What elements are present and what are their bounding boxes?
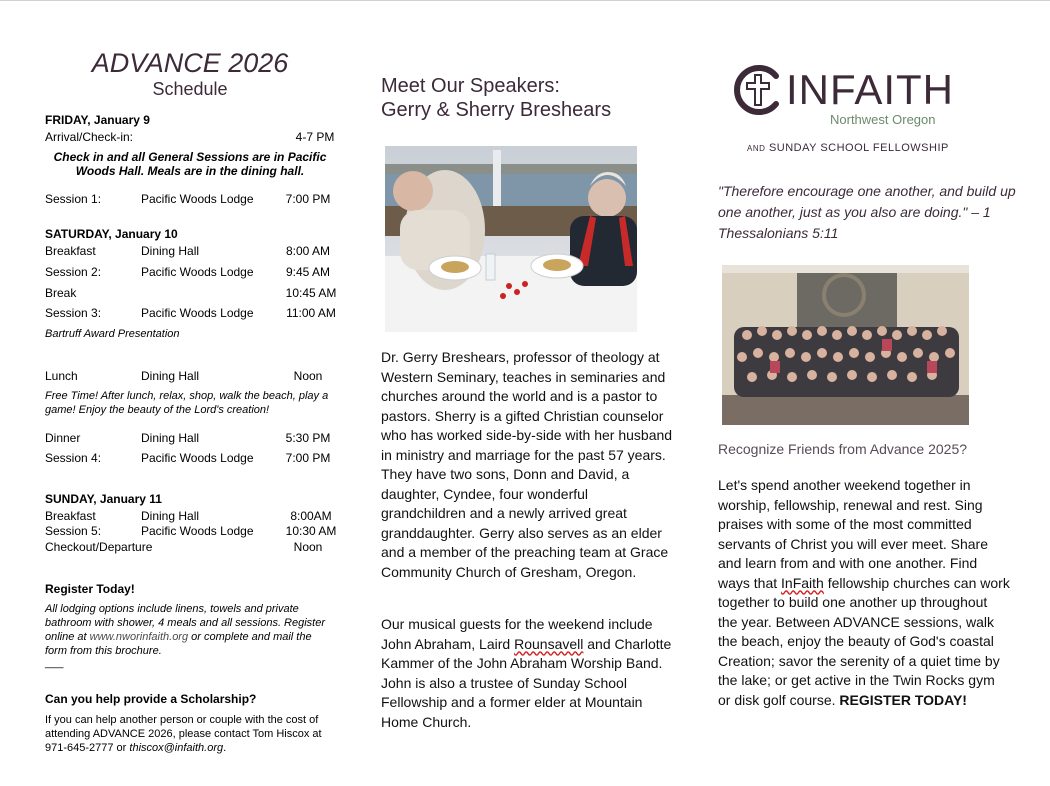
lunch-row <box>45 369 345 383</box>
body-text-before: Let's spend another weekend together in worship, fellowship, renewal and rest. Sing praises with some of the most committed servants of Christ you will ever meet. Share and learn from and with one another. Find ways that <box>718 477 988 591</box>
schedule-title: ADVANCE 2026 <box>91 48 289 78</box>
scripture-quote: "Therefore encourage one another, and build up one another, just as you also are doing." – 1 Thessalonians 5:11 <box>718 183 1016 241</box>
row-location: Dining Hall <box>141 244 200 258</box>
speakers-photo <box>385 146 637 332</box>
row-activity: Session 5: <box>45 524 102 538</box>
row-activity: Breakfast <box>45 244 96 258</box>
row-location: Dining Hall <box>141 509 200 523</box>
group-photo <box>722 265 969 425</box>
music-guests-text <box>381 615 673 732</box>
register-text-after: or complete and mail the form from this brochure. <box>45 631 312 657</box>
checkin-label: Arrival/Check-in: <box>45 130 134 144</box>
friday-note: Check in and all General Sessions are in Pacific Woods Hall. Meals are in the dining hall. <box>53 150 327 178</box>
row-activity: Session 2: <box>45 265 102 279</box>
row-location: Pacific Woods Lodge <box>141 265 254 279</box>
logo-subtitle: Northwest Oregon <box>830 112 936 127</box>
register-heading: Register Today! <box>45 582 135 596</box>
schedule-row <box>45 286 345 300</box>
schedule-row <box>45 509 345 523</box>
music-text-before: Our musical guests for the weekend include John Abraham, Laird <box>381 616 653 652</box>
row-time: 10:45 AM <box>285 286 337 300</box>
scholarship-text-end: . <box>223 742 227 754</box>
speakers-heading-line1: Meet Our Speakers: <box>381 75 560 97</box>
row-activity: Break <box>45 286 77 300</box>
row-location: Dining Hall <box>141 369 200 383</box>
scholarship-email[interactable]: thiscox@infaith.org <box>129 742 224 754</box>
schedule-subtitle: Schedule <box>152 79 228 99</box>
row-location: Pacific Woods Lodge <box>141 306 254 320</box>
session1-location: Pacific Woods Lodge <box>141 192 254 206</box>
row-time: 10:30 AM <box>285 524 337 538</box>
website-link[interactable]: www.nworinfaith.org <box>89 631 189 643</box>
top-border <box>0 0 1050 1</box>
register-text-before: All lodging options include linens, towels and private bathroom with shower, 4 meals and all sessions. Register online at <box>45 603 326 643</box>
row-time: 8:00AM <box>290 509 332 523</box>
music-text-after: and Charlotte Kammer of the John Abraham Worship Band. John is also a trustee of Sunday School Fellowship and a former elder at Mountain Home Church. <box>381 635 672 730</box>
schedule-row <box>45 540 345 554</box>
free-time-note: Free Time! After lunch, relax, shop, walk the beach, play a game! Enjoy the beauty of the Lord's creation! <box>45 390 329 416</box>
body-text-after: fellowship churches can work together to build one another up throughout the year. Between ADVANCE sessions, walk the beach, enjoy the beauty of God's coastal Creation; savor the serenity of a quiet time by the lake; or get active in the Twin Rocks gym or disk golf course. <box>718 574 1010 708</box>
fellowship-line: and SUNDAY SCHOOL FELLOWSHIP <box>747 142 949 154</box>
row-activity: Checkout/Departure <box>45 540 153 554</box>
award-note: Bartruff Award Presentation <box>45 328 180 340</box>
session1-label: Session 1: <box>45 192 102 206</box>
row-activity: Session 3: <box>45 306 102 320</box>
infaith-logo <box>732 64 962 130</box>
cross-circle-logo-icon <box>732 64 784 116</box>
checkin-time: 4-7 PM <box>295 130 335 144</box>
schedule-row <box>45 306 345 320</box>
session4-row <box>45 451 345 465</box>
speakers-photo-illustration <box>385 146 637 332</box>
scholarship-text <box>45 713 335 755</box>
sunday-heading: SUNDAY, January 11 <box>45 492 162 506</box>
session1-time: 7:00 PM <box>285 192 331 206</box>
register-today-cta: REGISTER TODAY! <box>839 691 967 708</box>
schedule-row <box>45 524 345 538</box>
row-time: 11:00 AM <box>286 306 336 320</box>
schedule-row <box>45 244 345 258</box>
row-location: Dining Hall <box>141 431 200 445</box>
row-activity: Session 4: <box>45 451 102 465</box>
row-location: Pacific Woods Lodge <box>141 524 254 538</box>
schedule-row <box>45 265 345 279</box>
row-activity: Lunch <box>45 369 78 383</box>
row-time: 7:00 PM <box>285 451 331 465</box>
row-time: 9:45 AM <box>285 265 331 279</box>
register-text <box>45 602 335 658</box>
divider: ___ <box>45 657 64 669</box>
friday-checkin-row <box>45 130 345 144</box>
friday-session-row <box>45 192 345 206</box>
scholarship-heading: Can you help provide a Scholarship? <box>45 692 257 706</box>
infaith-body <box>718 476 1010 710</box>
group-photo-illustration <box>722 265 969 425</box>
row-time: 5:30 PM <box>285 431 331 445</box>
row-time: 8:00 AM <box>285 244 331 258</box>
friday-heading: FRIDAY, January 9 <box>45 113 150 127</box>
speakers-bio: Dr. Gerry Breshears, professor of theology at Western Seminary, teaches in seminaries and churches around the world and is a pastor to pastors. Sherry is a gifted Christian counselor who has worked side-by-side with her husband in ministry and marriage for the past 57 years. They have two sons, Donn and David, a daughter, Cyndee, four wonderful grandchildren and a newly arrived great granddaughter. Gerry also serves as an elder and a member of the preaching team at Grace Community Church of Gresham, Oregon. <box>381 349 673 580</box>
dinner-row <box>45 431 345 445</box>
speakers-heading-line2: Gerry & Sherry Breshears <box>381 99 612 121</box>
music-name: Rounsavell <box>514 635 584 652</box>
body-name: InFaith <box>781 574 824 591</box>
saturday-heading: SATURDAY, January 10 <box>45 227 178 241</box>
scholarship-text-body: If you can help another person or couple with the cost of attending ADVANCE 2026, please contact Tom Hiscox at 971-645-2777 or <box>45 714 322 754</box>
row-time: Noon <box>293 540 323 554</box>
row-time: Noon <box>293 369 323 383</box>
row-activity: Breakfast <box>45 509 96 523</box>
logo-text: INFAITH <box>786 66 955 113</box>
row-location: Pacific Woods Lodge <box>141 451 254 465</box>
row-activity: Dinner <box>45 431 81 445</box>
photo-caption: Recognize Friends from Advance 2025? <box>718 441 968 457</box>
